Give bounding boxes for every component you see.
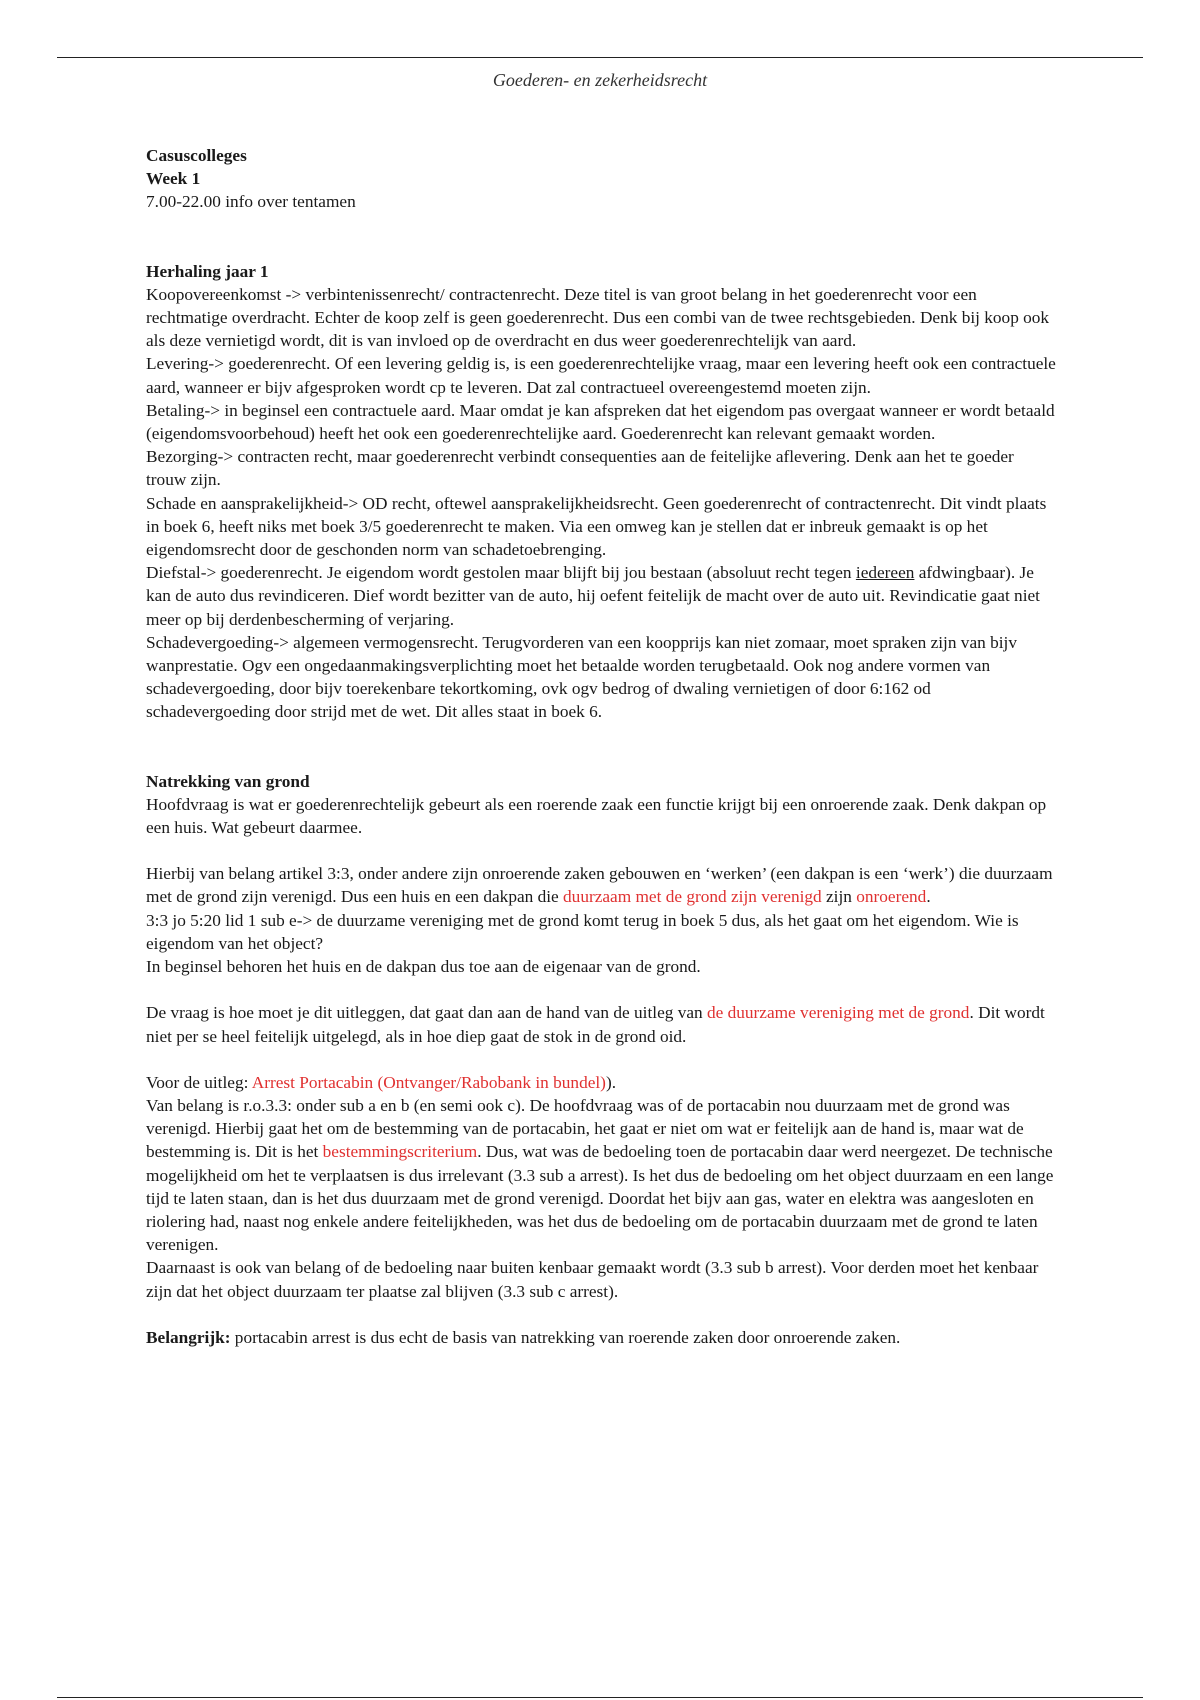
paragraph-5-20: 3:3 jo 5:20 lid 1 sub e-> de duurzame vereniging met de grond komt terug in boek 5 dus, als het gaat om het eigendom. Wie is eigendom van het object? bbox=[146, 910, 1019, 953]
paragraph-schade: Schade en aansprakelijkheid-> OD recht, oftewel aansprakelijkheidsrecht. Geen goederenrecht of contractenrecht. Dit vindt plaats in boek 6, heeft niks met boek 3/5 goederenrecht te maken. Via een omweg kan je stellen dat er inbreuk gemaakt is op het eigendomsrecht door de geschonden norm van schadetoebrenging. bbox=[146, 493, 1047, 560]
footer-rule bbox=[57, 1697, 1143, 1698]
intro-note: 7.00-22.00 info over tentamen bbox=[146, 192, 356, 212]
paragraph-kenbaar: Daarnaast is ook van belang of de bedoeling naar buiten kenbaar gemaakt wordt (3.3 sub b arrest). Voor derden moet het kenbaar zijn dat het object duurzaam ter plaatse zal blijven (3.3 sub c arrest). bbox=[146, 1258, 1039, 1301]
paragraph-uitleg: De vraag is hoe moet je dit uitleggen, dat gaat dan aan de hand van de uitleg van de duurzame vereniging met de grond. Dit wordt niet per se heel feitelijk uitgelegd, als in hoe diep gaat de stok in de grond oid. bbox=[146, 1003, 1045, 1046]
paragraph-levering: Levering-> goederenrecht. Of een levering geldig is, is een goederenrechtelijke vraag, maar een levering heeft ook een contractuele aard, wanneer er bijv afgesproken wordt cp te leveren. Dat zal contractueel overeengestemd moeten zijn. bbox=[146, 354, 1056, 397]
section-heading-natrekking: Natrekking van grond bbox=[146, 771, 310, 791]
paragraph-ro-3-3: Van belang is r.o.3.3: onder sub a en b (en semi ook c). De hoofdvraag was of de portacabin nou duurzaam met de grond was verenigd. Hierbij gaat het om de bestemming van de portacabin, het gaat er niet om wat er feitelijk aan de hand is, maar wat de bestemming is. Dit is het bestemmingscriterium. Dus, wat was de bedoeling toen de portacabin daar werd neergezet. De technische mogelijkheid om het te verplaatsen is dus irrelevant (3.3 sub a arrest). Is het dus de bedoeling om het object duurzaam en een lange tijd te laten staan, dan is het dus duurzaam met de grond verenigd. Doordat het bijv aan gas, water en elektra was aangesloten en riolering had, naast nog enkele andere feitelijkheden, was het dus de bedoeling om de portacabin duurzaam met de grond te laten verenigen. bbox=[146, 1095, 1054, 1255]
doc-title: Casuscolleges bbox=[146, 146, 247, 165]
document-body bbox=[146, 144, 1058, 1349]
paragraph-bezorging: Bezorging-> contracten recht, maar goederenrecht verbindt consequenties aan de feitelijke aflevering. Denk aan het te goeder trouw zijn. bbox=[146, 447, 1014, 490]
highlight-text: bestemmingscriterium bbox=[322, 1142, 478, 1162]
paragraph-betaling: Betaling-> in beginsel een contractuele aard. Maar omdat je kan afspreken dat het eigendom pas overgaat wanneer er wordt betaald (eigendomsvoorbehoud) heeft het ook een goederenrechtelijke aard. Goederenrecht kan relevant gemaakt worden. bbox=[146, 400, 1055, 444]
highlight-text: de duurzame vereniging met de grond bbox=[706, 1003, 970, 1023]
paragraph-artikel-3-3: Hierbij van belang artikel 3:3, onder andere zijn onroerende zaken gebouwen en ‘werken’ (een dakpan is een ‘werk’) die duurzaam met de grond zijn verenigd. Dus een huis en een dakpan die duurzaam met de grond zijn verenigd zijn onroerend. bbox=[146, 864, 1053, 907]
paragraph-arrest: Voor de uitleg: Arrest Portacabin (Ontvanger/Rabobank in bundel)). bbox=[146, 1072, 617, 1092]
highlight-text: duurzaam met de grond zijn verenigd bbox=[563, 887, 822, 907]
week-label: Week 1 bbox=[146, 169, 201, 189]
paragraph-diefstal: Diefstal-> goederenrecht. Je eigendom wordt gestolen maar blijft bij jou bestaan (absoluut recht tegen iedereen afdwingbaar). Je kan de auto dus revindiceren. Dief wordt bezitter van de auto, hij oefent feitelijk de macht over de auto uit. Revindicatie gaat niet meer op bij derdenbescherming of verjaring. bbox=[146, 563, 1040, 629]
paragraph-beginsel: In beginsel behoren het huis en de dakpan dus toe aan de eigenaar van de grond. bbox=[146, 957, 701, 977]
underlined-term: iedereen bbox=[855, 563, 915, 583]
paragraph-koop: Koopovereenkomst -> verbintenissenrecht/ contractenrecht. Deze titel is van groot belang in het goederenrecht voor een rechtmatige overdracht. Echter de koop zelf is geen goederenrecht. Dus een combi van de twee rechtsgebieden. Denk bij koop ook als deze vernietigd wordt, dit is van invloed op de overdracht en dus weer goederenrechtelijk van aard. bbox=[146, 284, 1050, 351]
paragraph-hoofdvraag: Hoofdvraag is wat er goederenrechtelijk gebeurt als een roerende zaak een functie krijgt bij een onroerende zaak. Denk dakpan op een huis. Wat gebeurt daarmee. bbox=[146, 794, 1047, 838]
page-header-title: Goederen- en zekerheidsrecht bbox=[492, 70, 708, 90]
highlight-text: Arrest Portacabin (Ontvanger/Rabobank in bundel) bbox=[251, 1072, 606, 1092]
paragraph-schadevergoeding: Schadevergoeding-> algemeen vermogensrecht. Terugvorderen van een koopprijs kan niet zomaar, moet spraken zijn van bijv wanprestatie. Ogv een ongedaanmakingsverplichting moet het betaalde worden terugbetaald. Ook nog andere vormen van schadevergoeding, door bijv toerekenbare tekortkoming, ovk ogv bedrog of dwaling vernietigen of door 6:162 od schadevergoeding door strijd met de wet. Dit alles staat in boek 6. bbox=[146, 632, 1017, 722]
header-rule bbox=[57, 57, 1143, 58]
paragraph-belangrijk: Belangrijk: portacabin arrest is dus echt de basis van natrekking van roerende zaken door onroerende zaken. bbox=[146, 1327, 901, 1347]
highlight-text: onroerend bbox=[856, 887, 927, 907]
section-heading-herhaling: Herhaling jaar 1 bbox=[146, 261, 269, 281]
important-label: Belangrijk: bbox=[146, 1327, 231, 1347]
